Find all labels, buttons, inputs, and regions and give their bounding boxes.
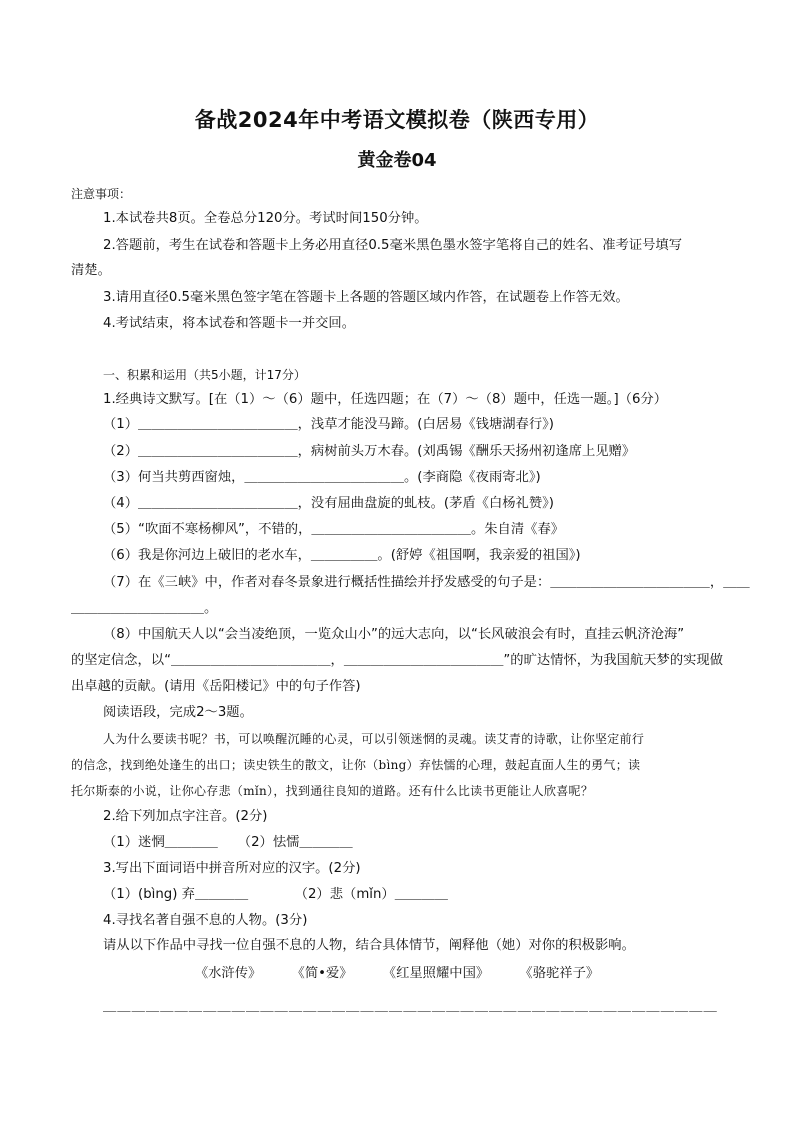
q1-item-8-cont-2: 出卓越的贡献。(请用《岳阳楼记》中的句子作答) [71,679,361,694]
q1-stem: 1.经典诗文默写。[在（1）～（6）题中，任选四题；在（7）～（8）题中，任选一题。]（6分） [103,392,667,407]
reading-intro: 阅读语段，完成2～3题。 [103,705,253,720]
passage-line-2: 的信念，找到绝处逢生的出口；读史铁生的散文，让你（bìng）弃怯懦的心理，鼓起直面人生的勇气；读 [71,758,641,772]
q2-items: （1）迷惘＿＿＿＿ （2）怯懦＿＿＿＿ [103,835,353,850]
book-title: 《简•爱》 [291,966,353,981]
q4-prompt: 请从以下作品中寻找一位自强不息的人物，结合具体情节，阐释他（她）对你的积极影响。 [103,938,635,953]
section-heading: 一、积累和运用（共5小题，计17分） [103,368,306,382]
q1-item-3: （3）何当共剪西窗烛，＿＿＿＿＿＿＿＿＿＿＿＿。(李商隐《夜雨寄北》) [103,470,541,485]
q1-item-4: （4）＿＿＿＿＿＿＿＿＿＿＿＿，没有屈曲盘旋的虬枝。(茅盾《白杨礼赞》) [103,496,554,511]
notice-item-2-cont: 清楚。 [71,263,111,278]
passage-line-1: 人为什么要读书呢？书，可以唤醒沉睡的心灵，可以引领迷惘的灵魂。读艾青的诗歌，让你坚定前行 [103,732,645,746]
answer-line: ＿＿＿＿＿＿＿＿＿＿＿＿＿＿＿＿＿＿＿＿＿＿＿＿＿＿＿＿＿＿＿＿＿＿＿＿＿＿＿＿＿＿＿ [103,999,718,1014]
notice-heading: 注意事项： [71,187,132,201]
q1-item-2: （2）＿＿＿＿＿＿＿＿＿＿＿＿，病树前头万木春。(刘禹锡《酬乐天扬州初逢席上见赠》 [103,444,636,459]
q1-item-7-cont: ＿＿＿＿＿＿＿＿＿＿。 [71,601,218,616]
notice-item-4: 4.考试结束，将本试卷和答题卡一并交回。 [103,316,356,331]
q1-item-1: （1）＿＿＿＿＿＿＿＿＿＿＿＿，浅草才能没马蹄。(白居易《钱塘湖春行》) [103,417,554,432]
exam-title: 备战2024年中考语文模拟卷（陕西专用） [194,108,600,132]
q1-item-6: （6）我是你河边上破旧的老水车，＿＿＿＿＿。(舒婷《祖国啊，我亲爱的祖国》) [103,548,581,563]
passage-line-3: 托尔斯泰的小说，让你心存悲（mǐn），找到通往良知的道路。还有什么比读书更能让人欣喜呢？ [71,784,594,798]
exam-subtitle: 黄金卷04 [357,150,437,171]
book-list [0,962,794,981]
book-title: 《水浒传》 [194,966,262,981]
q3-items: （1）(bìng) 弃＿＿＿＿ （2）悲（mǐn）＿＿＿＿ [103,887,448,902]
book-title: 《骆驼祥子》 [519,966,600,981]
book-title: 《红星照耀中国》 [382,966,490,981]
notice-item-2: 2.答题前，考生在试卷和答题卡上务必用直径0.5毫米黑色墨水签字笔将自己的姓名、准考证号填写 [103,238,683,253]
q1-item-8-cont-1: 的坚定信念，以“＿＿＿＿＿＿＿＿＿＿＿＿，＿＿＿＿＿＿＿＿＿＿＿＿”的旷达情怀，为我国航天梦的实现做 [71,653,724,668]
q4-stem: 4.寻找名著自强不息的人物。(3分) [103,913,308,928]
q2-stem: 2.给下列加点字注音。(2分) [103,809,268,824]
q1-item-8: （8）中国航天人以“会当凌绝顶，一览众山小”的远大志向，以“长风破浪会有时，直挂云帆济沧海” [103,627,685,642]
q1-item-7: （7）在《三峡》中，作者对春冬景象进行概括性描绘并抒发感受的句子是：＿＿＿＿＿＿＿＿＿＿＿＿，＿＿ [103,575,750,590]
q1-item-5: （5）“吹面不寒杨柳风”，不错的，＿＿＿＿＿＿＿＿＿＿＿＿。朱自清《春》 [103,522,565,537]
notice-item-1: 1.本试卷共8页。全卷总分120分。考试时间150分钟。 [103,211,428,226]
q3-stem: 3.写出下面词语中拼音所对应的汉字。(2分) [103,861,361,876]
notice-item-3: 3.请用直径0.5毫米黑色签字笔在答题卡上各题的答题区域内作答，在试题卷上作答无效。 [103,290,629,305]
